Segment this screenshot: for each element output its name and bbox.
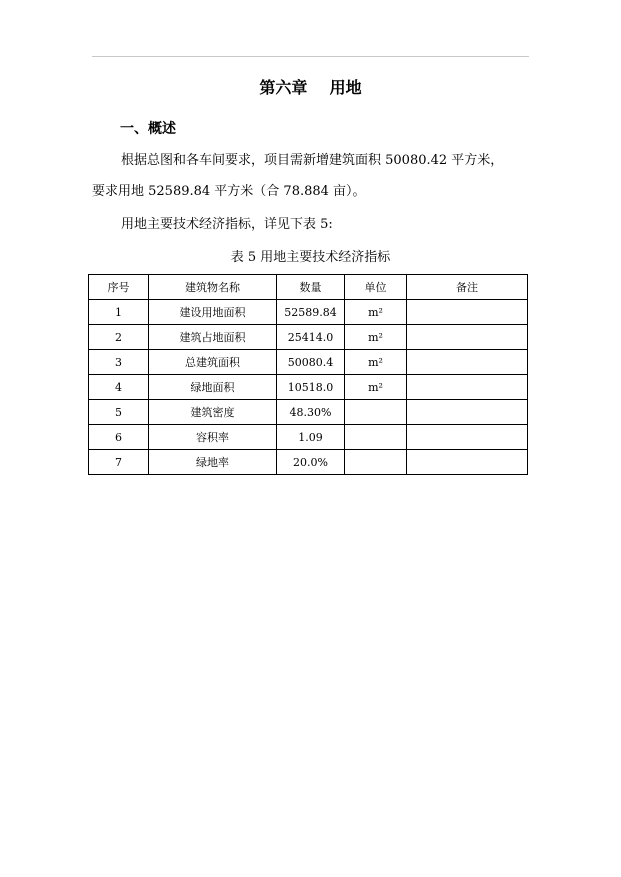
table-header-row	[89, 275, 528, 300]
table-row	[89, 325, 528, 350]
cell-unit	[345, 425, 407, 450]
cell-quantity: 25414.0	[277, 325, 345, 350]
header-note: 备注	[407, 275, 528, 300]
cell-note	[407, 300, 528, 325]
cell-no: 1	[89, 300, 149, 325]
header-divider	[92, 56, 529, 57]
cell-note	[407, 425, 528, 450]
cell-name: 绿地面积	[149, 375, 277, 400]
cell-no: 6	[89, 425, 149, 450]
paragraph-line-2: 要求用地 52589.84 平方米（合 78.884 亩）。	[92, 184, 366, 199]
table-row	[89, 350, 528, 375]
cell-note	[407, 375, 528, 400]
cell-name: 建筑密度	[149, 400, 277, 425]
cell-no: 4	[89, 375, 149, 400]
cell-name: 总建筑面积	[149, 350, 277, 375]
paragraph-line-3: 用地主要技术经济指标，详见下表 5:	[121, 217, 333, 232]
header-unit: 单位	[345, 275, 407, 300]
section-heading: 一、概述	[120, 121, 176, 137]
cell-name: 建设用地面积	[149, 300, 277, 325]
cell-quantity: 1.09	[277, 425, 345, 450]
cell-note	[407, 400, 528, 425]
cell-no: 7	[89, 450, 149, 475]
cell-no: 2	[89, 325, 149, 350]
cell-name: 容积率	[149, 425, 277, 450]
cell-note	[407, 450, 528, 475]
cell-note	[407, 350, 528, 375]
table-row	[89, 450, 528, 475]
cell-name: 建筑占地面积	[149, 325, 277, 350]
cell-quantity: 20.0%	[277, 450, 345, 475]
table-caption: 表 5 用地主要技术经济指标	[230, 250, 391, 265]
header-name: 建筑物名称	[149, 275, 277, 300]
cell-quantity: 10518.0	[277, 375, 345, 400]
table-row	[89, 400, 528, 425]
table-row	[89, 375, 528, 400]
cell-name: 绿地率	[149, 450, 277, 475]
cell-no: 3	[89, 350, 149, 375]
cell-quantity: 48.30%	[277, 400, 345, 425]
cell-note	[407, 325, 528, 350]
cell-quantity: 50080.4	[277, 350, 345, 375]
cell-unit: m²	[345, 375, 407, 400]
cell-unit	[345, 450, 407, 475]
table-row	[89, 300, 528, 325]
paragraph-line-1: 根据总图和各车间要求，项目需新增建筑面积 50080.42 平方米，	[121, 153, 504, 168]
cell-no: 5	[89, 400, 149, 425]
cell-unit	[345, 400, 407, 425]
header-quantity: 数量	[277, 275, 345, 300]
cell-unit: m²	[345, 325, 407, 350]
indicators-table	[88, 274, 528, 475]
cell-unit: m²	[345, 350, 407, 375]
header-no: 序号	[89, 275, 149, 300]
cell-unit: m²	[345, 300, 407, 325]
table-row	[89, 425, 528, 450]
cell-quantity: 52589.84	[277, 300, 345, 325]
chapter-title: 第六章 用地	[259, 78, 362, 97]
